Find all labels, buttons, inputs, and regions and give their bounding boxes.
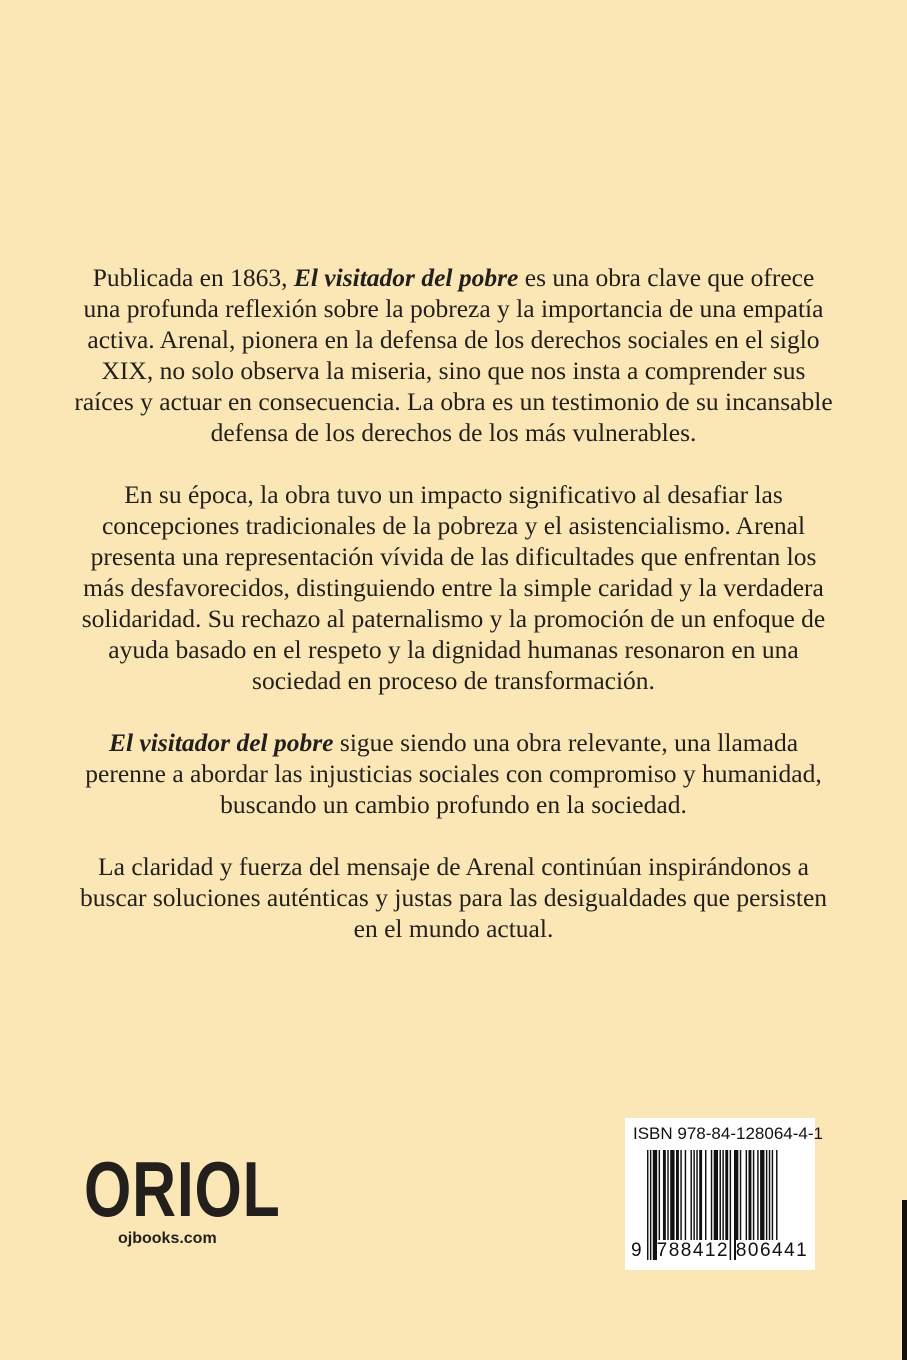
- blurb-paragraph-1: [72, 262, 835, 448]
- p1-lead: Publicada en 1863,: [92, 263, 294, 292]
- isbn-label: ISBN 978-84-128064-4-1: [633, 1124, 823, 1143]
- publisher-website: ojbooks.com: [118, 1230, 217, 1247]
- blurb-paragraph-3: [72, 727, 835, 820]
- blurb-paragraph-4: La claridad y fuerza del mensaje de Arenal continúan inspirándonos a buscar soluciones auténticas y justas para las desigualdades que persisten en el mundo actual.: [79, 852, 828, 943]
- spine-edge: [902, 1200, 907, 1360]
- barcode-digits: [631, 1240, 808, 1262]
- publisher-logo: ORIOL: [84, 1145, 281, 1233]
- book-title: El visitador del pobre: [293, 263, 519, 292]
- blurb-paragraph-2: En su época, la obra tuvo un impacto significativo al desafiar las concepciones tradicionales de la pobreza y el asistencialismo. Arenal presenta una representación vívida de las dificultades que enfrentan los más desfavorecidos, distinguiendo entre la simple caridad y la verdadera solidaridad. Su rechazo al paternalismo y la promoción de un enfoque de ayuda basado en el respeto y la dignidad humanas resonaron en una sociedad en proceso de transformación.: [81, 480, 826, 695]
- barcode-group-1: 788412: [656, 1240, 730, 1261]
- book-title: El visitador del pobre: [108, 728, 334, 757]
- barcode-group-2: 806441: [735, 1240, 809, 1261]
- p3-rest: sigue siendo una obra relevante, una llamada perenne a abordar las injusticias sociales con compromiso y humanidad, buscando un cambio profundo en la sociedad.: [85, 728, 822, 819]
- isbn-barcode: [625, 1118, 823, 1270]
- p1-rest: es una obra clave que ofrece una profunda reflexión sobre la pobreza y la importancia de una empatía activa. Arenal, pionera en la defensa de los derechos sociales en el siglo XIX, no solo observa la miseria, sino que nos insta a comprender sus raíces y actuar en consecuencia. La obra es un testimonio de su incansable defensa de los derechos de los más vulnerables.: [74, 263, 833, 447]
- back-cover-blurb: [72, 262, 835, 975]
- barcode-lead-digit: 9: [631, 1240, 644, 1261]
